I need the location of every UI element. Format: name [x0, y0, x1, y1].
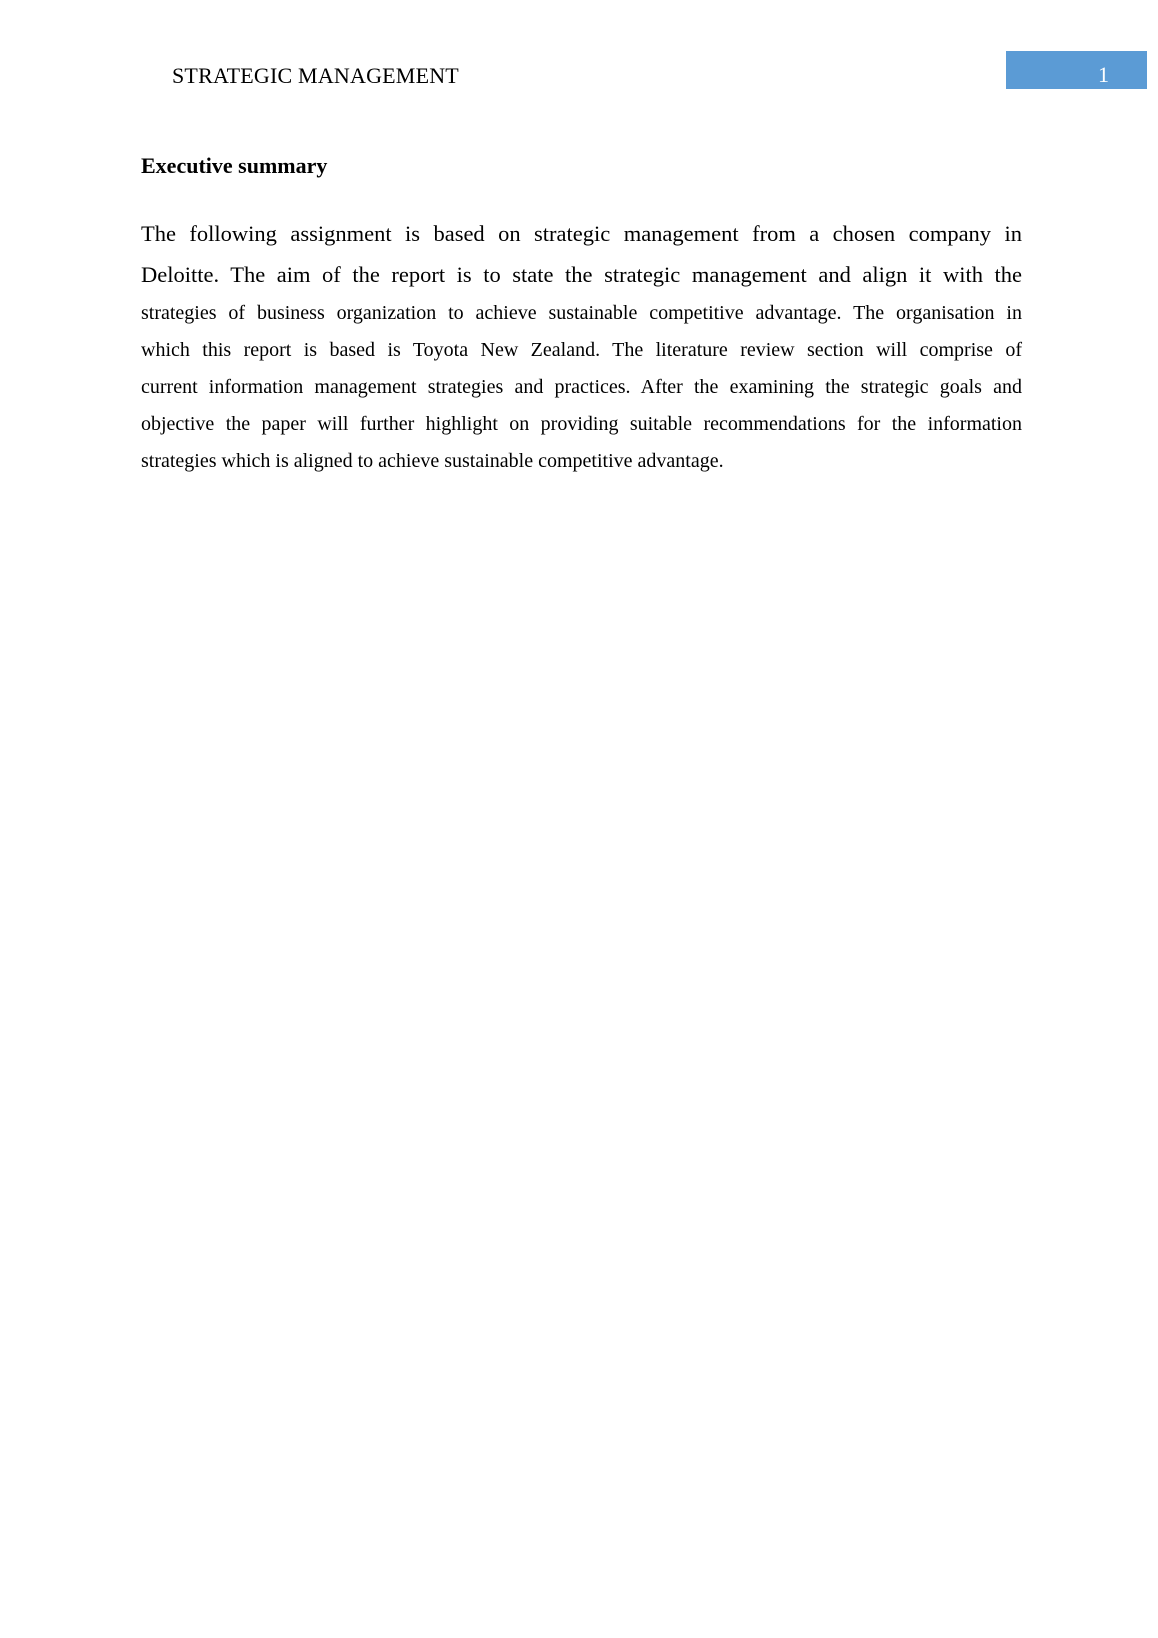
page-number-badge	[1006, 51, 1147, 89]
paragraph-line: strategies of business organization to achieve sustainable competitive advantage. The organisation in	[141, 302, 1022, 324]
executive-summary-paragraph	[141, 213, 1022, 480]
paragraph-line: current information management strategies and practices. After the examining the strategic goals and	[141, 376, 1022, 398]
running-head: STRATEGIC MANAGEMENT	[172, 63, 459, 88]
paragraph-line: which this report is based is Toyota New Zealand. The literature review section will comprise of	[141, 339, 1022, 361]
page-number: 1	[1098, 62, 1109, 87]
section-heading: Executive summary	[141, 153, 328, 178]
paragraph-line: Deloitte. The aim of the report is to state the strategic management and align it with the	[141, 262, 1022, 287]
paragraph-line: strategies which is aligned to achieve sustainable competitive advantage.	[141, 450, 724, 472]
paragraph-line: objective the paper will further highlight on providing suitable recommendations for the information	[141, 413, 1022, 435]
paragraph-line: The following assignment is based on strategic management from a chosen company in	[141, 221, 1022, 246]
